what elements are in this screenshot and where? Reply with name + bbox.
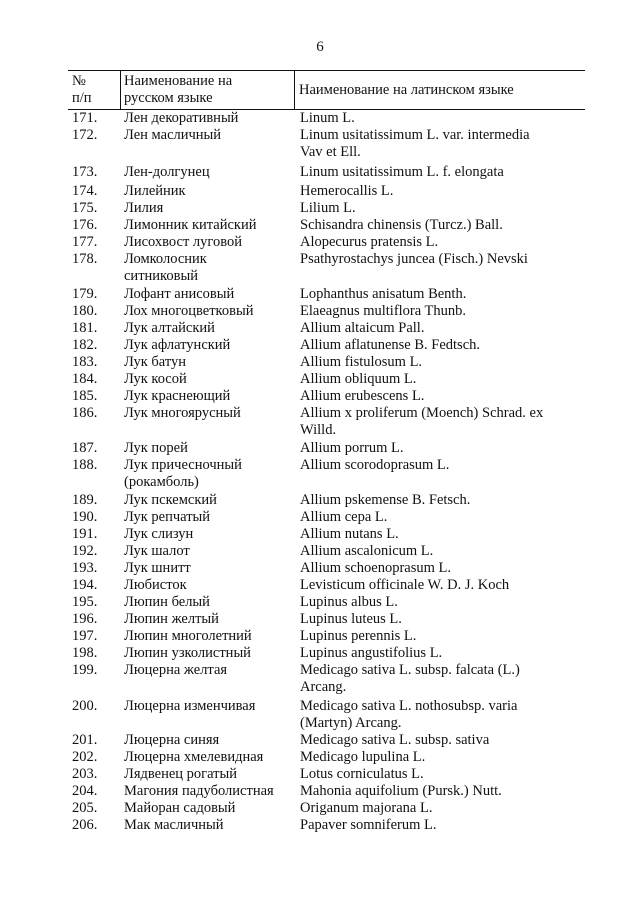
russian-name-line: Лен-долгунец bbox=[124, 164, 210, 180]
russian-name-line: ситниковый bbox=[124, 268, 198, 284]
latin-name-line: Medicago sativa L. subsp. sativa bbox=[300, 732, 490, 748]
latin-name bbox=[300, 164, 585, 181]
table-row bbox=[68, 698, 585, 732]
latin-name bbox=[300, 286, 585, 303]
latin-name bbox=[300, 492, 585, 509]
row-number: 195. bbox=[72, 594, 98, 610]
table-row bbox=[68, 337, 585, 354]
russian-name bbox=[120, 732, 300, 749]
russian-name bbox=[120, 164, 300, 181]
latin-name-line: Medicago sativa L. subsp. falcata (L.) bbox=[300, 662, 520, 678]
latin-name-line: Allium obliquum L. bbox=[300, 371, 417, 387]
russian-name bbox=[120, 405, 300, 439]
row-number: 180. bbox=[72, 303, 98, 319]
latin-name-line: Medicago lupulina L. bbox=[300, 749, 426, 765]
row-number: 192. bbox=[72, 543, 98, 559]
table-row bbox=[68, 732, 585, 749]
table-row bbox=[68, 594, 585, 611]
latin-name-line: Allium fistulosum L. bbox=[300, 354, 423, 370]
table-row bbox=[68, 611, 585, 628]
table-row bbox=[68, 577, 585, 594]
russian-name-line: Лядвенец рогатый bbox=[124, 766, 238, 782]
russian-name bbox=[120, 110, 300, 127]
russian-name bbox=[120, 217, 300, 234]
row-number: 188. bbox=[72, 457, 98, 473]
russian-name-line: Любисток bbox=[124, 577, 187, 593]
row-number: 171. bbox=[72, 110, 98, 126]
latin-name bbox=[300, 800, 585, 817]
table-row bbox=[68, 354, 585, 371]
russian-name-line: Люцерна синяя bbox=[124, 732, 220, 748]
russian-name bbox=[120, 698, 300, 732]
latin-name bbox=[300, 320, 585, 337]
russian-name-line: Лук афлатунский bbox=[124, 337, 231, 353]
russian-name-line: Лук шалот bbox=[124, 543, 190, 559]
row-number: 187. bbox=[72, 440, 98, 456]
table-row bbox=[68, 492, 585, 509]
row-number: 204. bbox=[72, 783, 98, 799]
row-number: 190. bbox=[72, 509, 98, 525]
row-number: 206. bbox=[72, 817, 98, 833]
russian-name bbox=[120, 127, 300, 161]
latin-name bbox=[300, 560, 585, 577]
latin-name-line: Medicago sativa L. nothosubsp. varia bbox=[300, 698, 518, 714]
latin-name bbox=[300, 251, 585, 285]
russian-name-line: Лилейник bbox=[124, 183, 186, 199]
russian-name-line: Лук косой bbox=[124, 371, 187, 387]
table-body bbox=[68, 110, 585, 834]
latin-name bbox=[300, 594, 585, 611]
russian-name bbox=[120, 200, 300, 217]
latin-name-line: Allium cepa L. bbox=[300, 509, 388, 525]
latin-name-line: Allium nutans L. bbox=[300, 526, 399, 542]
russian-name bbox=[120, 628, 300, 645]
header-latin-column: Наименование на латинском языке bbox=[299, 81, 514, 98]
russian-name-line: Лук пскемский bbox=[124, 492, 217, 508]
russian-name-line: Лук шнитт bbox=[124, 560, 191, 576]
row-number: 186. bbox=[72, 405, 98, 421]
header-russian-line2: русском языке bbox=[124, 90, 213, 106]
table-row bbox=[68, 371, 585, 388]
russian-name bbox=[120, 611, 300, 628]
russian-name bbox=[120, 337, 300, 354]
russian-name bbox=[120, 526, 300, 543]
row-number: 181. bbox=[72, 320, 98, 336]
table-row bbox=[68, 749, 585, 766]
latin-name-line: Lilium L. bbox=[300, 200, 356, 216]
russian-name-line: Лен декоративный bbox=[124, 110, 239, 126]
table-header bbox=[68, 70, 585, 110]
russian-name-line: Люцерна хмелевидная bbox=[124, 749, 264, 765]
russian-name-line: Лен масличный bbox=[124, 127, 222, 143]
latin-name-line: Papaver somniferum L. bbox=[300, 817, 437, 833]
russian-name-line: Лук слизун bbox=[124, 526, 194, 542]
latin-name bbox=[300, 405, 585, 439]
russian-name-line: Лук порей bbox=[124, 440, 188, 456]
russian-name bbox=[120, 594, 300, 611]
latin-name bbox=[300, 457, 585, 491]
table-row bbox=[68, 127, 585, 161]
latin-name-line: Allium erubescens L. bbox=[300, 388, 425, 404]
latin-name-line: Levisticum officinale W. D. J. Koch bbox=[300, 577, 510, 593]
row-number: 193. bbox=[72, 560, 98, 576]
latin-name bbox=[300, 611, 585, 628]
latin-name-line: Allium altaicum Pall. bbox=[300, 320, 425, 336]
header-russian-column bbox=[120, 71, 295, 109]
russian-name bbox=[120, 183, 300, 200]
row-number: 189. bbox=[72, 492, 98, 508]
russian-name-line: Лисохвост луговой bbox=[124, 234, 243, 250]
latin-name bbox=[300, 354, 585, 371]
russian-name-line: Лофант анисовый bbox=[124, 286, 235, 302]
page-number: 6 bbox=[316, 39, 324, 55]
table-row bbox=[68, 509, 585, 526]
russian-name-line: Лилия bbox=[124, 200, 164, 216]
latin-name-line: Lupinus luteus L. bbox=[300, 611, 402, 627]
russian-name-line: Люцерна желтая bbox=[124, 662, 228, 678]
row-number: 173. bbox=[72, 164, 98, 180]
latin-name-line: Allium ascalonicum L. bbox=[300, 543, 434, 559]
row-number: 197. bbox=[72, 628, 98, 644]
latin-name bbox=[300, 783, 585, 800]
russian-name-line: Лох многоцветковый bbox=[124, 303, 254, 319]
latin-name bbox=[300, 749, 585, 766]
latin-name bbox=[300, 440, 585, 457]
row-number: 196. bbox=[72, 611, 98, 627]
row-number: 200. bbox=[72, 698, 98, 714]
latin-name-line: Vav et Ell. bbox=[300, 144, 361, 160]
latin-name bbox=[300, 127, 585, 161]
latin-name bbox=[300, 543, 585, 560]
latin-name bbox=[300, 303, 585, 320]
latin-name-line: (Martyn) Arcang. bbox=[300, 715, 402, 731]
russian-name-line: (рокамболь) bbox=[124, 474, 199, 490]
latin-name bbox=[300, 337, 585, 354]
row-number: 185. bbox=[72, 388, 98, 404]
row-number: 191. bbox=[72, 526, 98, 542]
latin-name-line: Origanum majorana L. bbox=[300, 800, 433, 816]
latin-name-line: Linum usitatissimum L. f. elongata bbox=[300, 164, 504, 180]
table-row bbox=[68, 440, 585, 457]
table-row bbox=[68, 388, 585, 405]
latin-name bbox=[300, 217, 585, 234]
russian-name bbox=[120, 492, 300, 509]
table-row bbox=[68, 217, 585, 234]
latin-name-line: Allium porrum L. bbox=[300, 440, 404, 456]
latin-name-line: Lotus corniculatus L. bbox=[300, 766, 424, 782]
row-number: 177. bbox=[72, 234, 98, 250]
russian-name bbox=[120, 440, 300, 457]
latin-name-line: Hemerocallis L. bbox=[300, 183, 394, 199]
table-row bbox=[68, 628, 585, 645]
header-number-column bbox=[68, 71, 120, 109]
table-row bbox=[68, 234, 585, 251]
latin-name bbox=[300, 200, 585, 217]
table-row bbox=[68, 543, 585, 560]
russian-name bbox=[120, 800, 300, 817]
russian-name bbox=[120, 286, 300, 303]
russian-name bbox=[120, 577, 300, 594]
latin-name-line: Linum usitatissimum L. var. intermedia bbox=[300, 127, 530, 143]
table-row bbox=[68, 320, 585, 337]
row-number: 202. bbox=[72, 749, 98, 765]
row-number: 175. bbox=[72, 200, 98, 216]
latin-name bbox=[300, 766, 585, 783]
header-number-line1: № bbox=[72, 73, 86, 89]
plant-names-table bbox=[68, 70, 585, 834]
latin-name-line: Linum L. bbox=[300, 110, 355, 126]
latin-name-line: Allium x proliferum (Moench) Schrad. ex bbox=[300, 405, 544, 421]
russian-name bbox=[120, 766, 300, 783]
latin-name bbox=[300, 183, 585, 200]
row-number: 198. bbox=[72, 645, 98, 661]
row-number: 178. bbox=[72, 251, 98, 267]
russian-name-line: Люпин узколистный bbox=[124, 645, 251, 661]
row-number: 183. bbox=[72, 354, 98, 370]
russian-name-line: Лук репчатый bbox=[124, 509, 211, 525]
russian-name-line: Мак масличный bbox=[124, 817, 224, 833]
latin-name bbox=[300, 110, 585, 127]
russian-name bbox=[120, 509, 300, 526]
russian-name-line: Люпин многолетний bbox=[124, 628, 252, 644]
table-row bbox=[68, 526, 585, 543]
latin-name-line: Arcang. bbox=[300, 679, 347, 695]
table-row bbox=[68, 164, 585, 181]
row-number: 184. bbox=[72, 371, 98, 387]
russian-name-line: Лук причесночный bbox=[124, 457, 242, 473]
latin-name bbox=[300, 662, 585, 696]
latin-name bbox=[300, 509, 585, 526]
latin-name bbox=[300, 628, 585, 645]
russian-name bbox=[120, 783, 300, 800]
russian-name-line: Лук батун bbox=[124, 354, 186, 370]
row-number: 205. bbox=[72, 800, 98, 816]
russian-name bbox=[120, 371, 300, 388]
latin-name bbox=[300, 526, 585, 543]
russian-name-line: Люпин желтый bbox=[124, 611, 219, 627]
russian-name-line: Магония падуболистная bbox=[124, 783, 274, 799]
russian-name bbox=[120, 645, 300, 662]
row-number: 182. bbox=[72, 337, 98, 353]
row-number: 203. bbox=[72, 766, 98, 782]
header-number-line2: п/п bbox=[72, 90, 92, 106]
table-row bbox=[68, 560, 585, 577]
table-row bbox=[68, 286, 585, 303]
table-row bbox=[68, 783, 585, 800]
row-number: 194. bbox=[72, 577, 98, 593]
russian-name-line: Лук многоярусный bbox=[124, 405, 241, 421]
russian-name-line: Ломколосник bbox=[124, 251, 207, 267]
table-row bbox=[68, 405, 585, 439]
russian-name bbox=[120, 749, 300, 766]
russian-name bbox=[120, 817, 300, 834]
russian-name bbox=[120, 457, 300, 491]
row-number: 176. bbox=[72, 217, 98, 233]
latin-name bbox=[300, 645, 585, 662]
latin-name-line: Lupinus perennis L. bbox=[300, 628, 417, 644]
table-row bbox=[68, 766, 585, 783]
latin-name-line: Elaeagnus multiflora Thunb. bbox=[300, 303, 467, 319]
latin-name-line: Schisandra chinensis (Turcz.) Ball. bbox=[300, 217, 503, 233]
latin-name-line: Allium aflatunense B. Fedtsch. bbox=[300, 337, 481, 353]
latin-name bbox=[300, 371, 585, 388]
row-number: 172. bbox=[72, 127, 98, 143]
latin-name-line: Psathyrostachys juncea (Fisch.) Nevski bbox=[300, 251, 528, 267]
latin-name-line: Lupinus angustifolius L. bbox=[300, 645, 443, 661]
row-number: 201. bbox=[72, 732, 98, 748]
latin-name bbox=[300, 732, 585, 749]
table-row bbox=[68, 251, 585, 285]
russian-name-line: Лук алтайский bbox=[124, 320, 215, 336]
row-number: 179. bbox=[72, 286, 98, 302]
latin-name-line: Allium pskemense B. Fetsch. bbox=[300, 492, 471, 508]
latin-name-line: Mahonia aquifolium (Pursk.) Nutt. bbox=[300, 783, 502, 799]
latin-name bbox=[300, 698, 585, 732]
russian-name-line: Люцерна изменчивая bbox=[124, 698, 256, 714]
latin-name-line: Allium schoenoprasum L. bbox=[300, 560, 452, 576]
table-row bbox=[68, 303, 585, 320]
russian-name bbox=[120, 543, 300, 560]
table-row bbox=[68, 110, 585, 127]
table-row bbox=[68, 800, 585, 817]
header-russian-line1: Наименование на bbox=[124, 73, 233, 89]
table-row bbox=[68, 183, 585, 200]
latin-name-line: Lophanthus anisatum Benth. bbox=[300, 286, 467, 302]
table-row bbox=[68, 457, 585, 491]
table-row bbox=[68, 662, 585, 696]
russian-name bbox=[120, 251, 300, 285]
row-number: 199. bbox=[72, 662, 98, 678]
table-row bbox=[68, 645, 585, 662]
latin-name-line: Lupinus albus L. bbox=[300, 594, 398, 610]
latin-name bbox=[300, 577, 585, 594]
russian-name bbox=[120, 388, 300, 405]
russian-name bbox=[120, 354, 300, 371]
russian-name-line: Люпин белый bbox=[124, 594, 210, 610]
russian-name-line: Майоран садовый bbox=[124, 800, 236, 816]
table-row bbox=[68, 817, 585, 834]
latin-name bbox=[300, 388, 585, 405]
latin-name-line: Alopecurus pratensis L. bbox=[300, 234, 439, 250]
row-number: 174. bbox=[72, 183, 98, 199]
russian-name-line: Лимонник китайский bbox=[124, 217, 257, 233]
table-row bbox=[68, 200, 585, 217]
russian-name-line: Лук краснеющий bbox=[124, 388, 231, 404]
russian-name bbox=[120, 560, 300, 577]
russian-name bbox=[120, 234, 300, 251]
russian-name bbox=[120, 662, 300, 696]
russian-name bbox=[120, 303, 300, 320]
latin-name-line: Willd. bbox=[300, 422, 337, 438]
latin-name bbox=[300, 817, 585, 834]
russian-name bbox=[120, 320, 300, 337]
latin-name-line: Allium scorodoprasum L. bbox=[300, 457, 450, 473]
latin-name bbox=[300, 234, 585, 251]
